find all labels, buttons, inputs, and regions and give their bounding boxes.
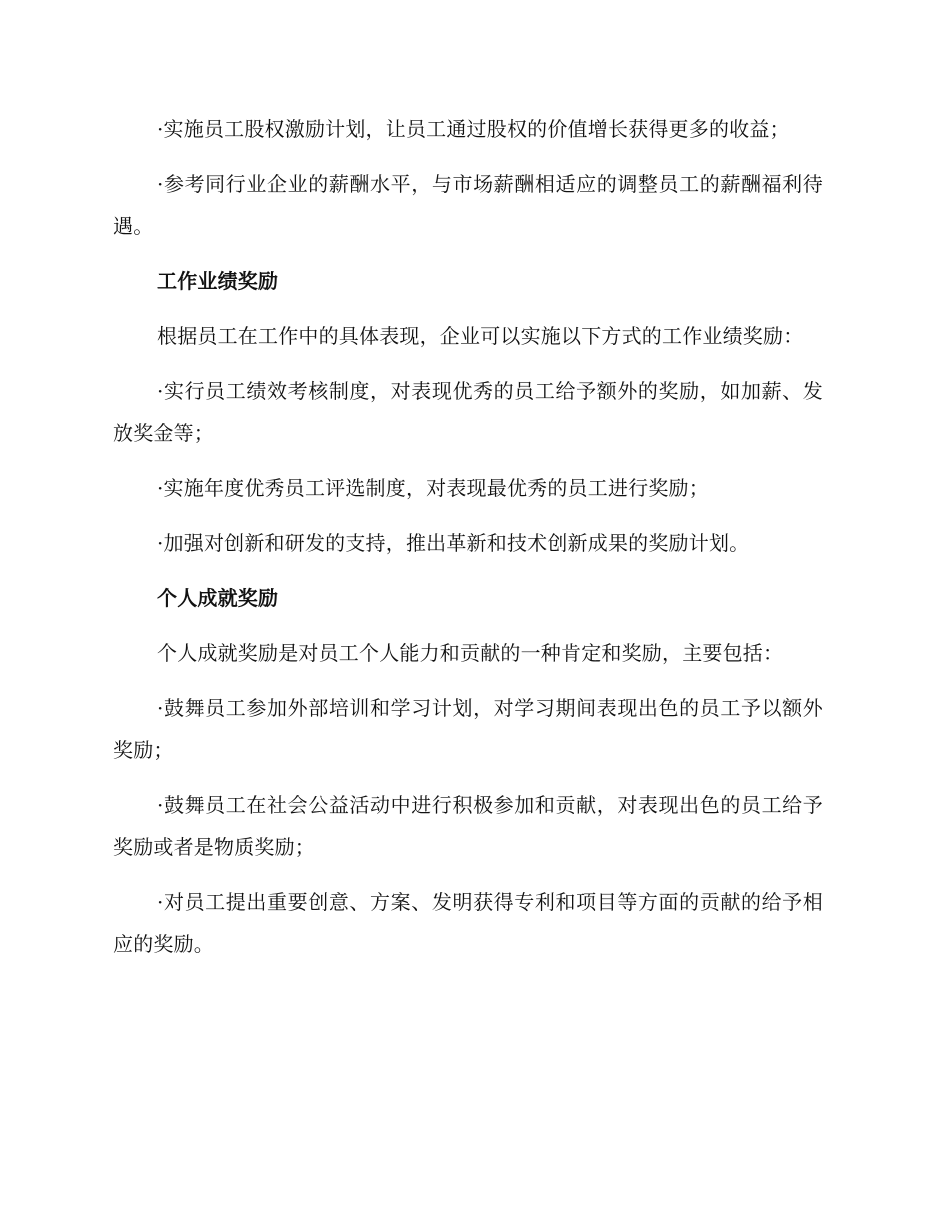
paragraph-gap <box>113 868 823 881</box>
bullet-equity-incentive: ·实施员工股权激励计划，让员工通过股权的价值增长获得更多的收益； <box>157 117 790 141</box>
bullet-patent-contribution: ·对员工提出重要创意、方案、发明获得专利和项目等方面的贡献的给予相应的奖励。 <box>113 890 823 956</box>
paragraph-gap <box>113 564 823 577</box>
bullet-performance-appraisal: ·实行员工绩效考核制度，对表现优秀的员工给予额外的奖励，如加薪、发放奖金等； <box>113 379 823 445</box>
paragraph-gap <box>113 674 823 687</box>
paragraph-gap <box>113 509 823 522</box>
paragraph-gap <box>113 302 823 315</box>
performance-reward-intro: 根据员工在工作中的具体表现，企业可以实施以下方式的工作业绩奖励： <box>157 324 804 348</box>
bullet-external-training: ·鼓舞员工参加外部培训和学习计划，对学习期间表现出色的员工予以额外奖励； <box>113 696 823 762</box>
paragraph-gap <box>113 771 823 784</box>
bullet-market-salary: ·参考同行业企业的薪酬水平，与市场薪酬相适应的调整员工的薪酬福利待遇。 <box>113 172 823 238</box>
bullet-public-welfare: ·鼓舞员工在社会公益活动中进行积极参加和贡献，对表现出色的员工给予奖励或者是物质奖励； <box>113 793 823 859</box>
personal-achievement-intro: 个人成就奖励是对员工个人能力和贡献的一种肯定和奖励，主要包括： <box>157 641 784 665</box>
paragraph-gap <box>113 619 823 632</box>
heading-performance-reward: 工作业绩奖励 <box>157 269 279 293</box>
bullet-annual-selection: ·实施年度优秀员工评选制度，对表现最优秀的员工进行奖励； <box>157 476 709 500</box>
paragraph-gap <box>113 150 823 163</box>
paragraph-gap <box>113 454 823 467</box>
heading-personal-achievement: 个人成就奖励 <box>157 586 279 610</box>
paragraph-gap <box>113 357 823 370</box>
document-body <box>113 108 823 965</box>
bullet-innovation-support: ·加强对创新和研发的支持，推出革新和技术创新成果的奖励计划。 <box>157 531 750 555</box>
paragraph-gap <box>113 247 823 260</box>
